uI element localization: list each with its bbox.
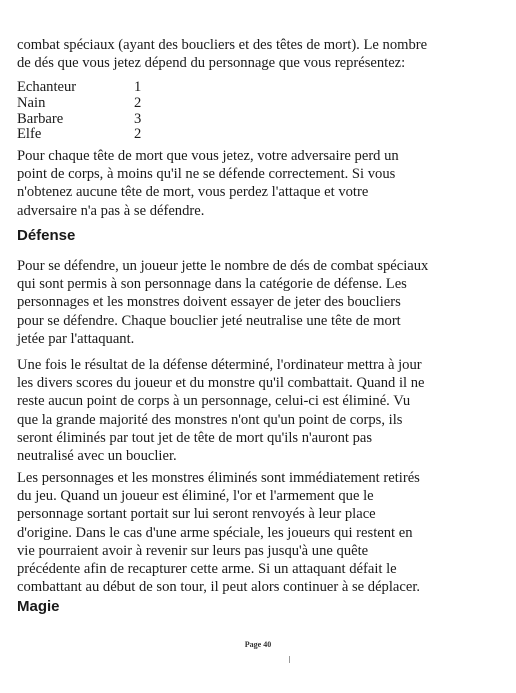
character-name: Nain	[17, 94, 46, 111]
text-line: que la grande majorité des monstres n'ont qu'un point de corps, ils	[17, 411, 403, 428]
text-line: seront éliminés par tout jet de tête de mort qu'ils n'auront pas	[17, 429, 373, 446]
text-line: reste aucun point de corps à un personnage, celui-ci est éliminé. Vu	[17, 393, 411, 410]
text-line: Pour se défendre, un joueur jette le nombre de dés de combat spéciaux	[17, 258, 429, 274]
text-line: adversaire n'a pas à se défendre.	[17, 202, 205, 219]
attack-result-paragraph	[17, 147, 492, 220]
text-line: point de corps, à moins qu'il ne se défende correctement. Si vous	[17, 166, 396, 183]
character-name: Echanteur	[17, 79, 77, 95]
text-line: les divers scores du joueur et du monstre qu'il combattait. Quand il ne	[17, 375, 425, 392]
text-line: Une fois le résultat de la défense déterminé, l'ordinateur mettra à jour	[17, 357, 422, 373]
scan-mark	[289, 656, 290, 663]
text-line: Les personnages et les monstres éliminés sont immédiatement retirés	[17, 470, 420, 486]
section-heading-magic: Magie	[17, 598, 60, 615]
section-heading-defense: Défense	[17, 227, 76, 244]
text-line: personnages et les monstres doivent essayer de jeter des boucliers	[17, 294, 401, 311]
text-line: d'origine. Dans le cas d'une arme spéciale, les joueurs qui restent en	[17, 524, 413, 541]
character-name: Elfe	[17, 126, 42, 143]
text-line: personnage sortant portait sur lui seront renvoyés à leur place	[17, 506, 376, 523]
character-dice-count: 1	[134, 79, 142, 95]
text-line: neutralisé avec un bouclier.	[17, 448, 177, 465]
character-dice-count: 3	[134, 110, 142, 127]
character-dice-count: 2	[134, 94, 142, 111]
defense-paragraph-1	[17, 257, 492, 348]
character-dice-count: 2	[134, 126, 142, 143]
text-line: combat spéciaux (ayant des boucliers et des têtes de mort). Le nombre	[17, 37, 428, 53]
text-line: n'obtenez aucune tête de mort, vous perdez l'attaque et votre	[17, 184, 369, 201]
text-line: de dés que vous jetez dépend du personnage que vous représentez:	[17, 55, 406, 72]
text-line: vie pourraient avoir à revenir sur leurs pas jusqu'à une quête	[17, 542, 369, 559]
text-line: jetée par l'attaquant.	[17, 330, 135, 347]
defense-paragraph-3	[17, 469, 492, 596]
text-line: Pour chaque tête de mort que vous jetez, votre adversaire perd un	[17, 148, 399, 164]
defense-paragraph-2	[17, 356, 492, 465]
text-line: qui sont permis à son personnage dans la catégorie de défense. Les	[17, 276, 407, 293]
text-line: pour se défendre. Chaque bouclier jeté neutralise une tête de mort	[17, 312, 401, 329]
text-line: du jeu. Quand un joueur est éliminé, l'or et l'armement que le	[17, 488, 374, 505]
character-name: Barbare	[17, 110, 64, 127]
text-line: précédente afin de recapturer cette arme. Si un attaquant défait le	[17, 561, 397, 578]
intro-paragraph	[17, 36, 492, 72]
page-number: Page 40	[244, 640, 272, 649]
text-line: combattant au début de son tour, il peut alors continuer à se déplacer.	[17, 579, 421, 596]
